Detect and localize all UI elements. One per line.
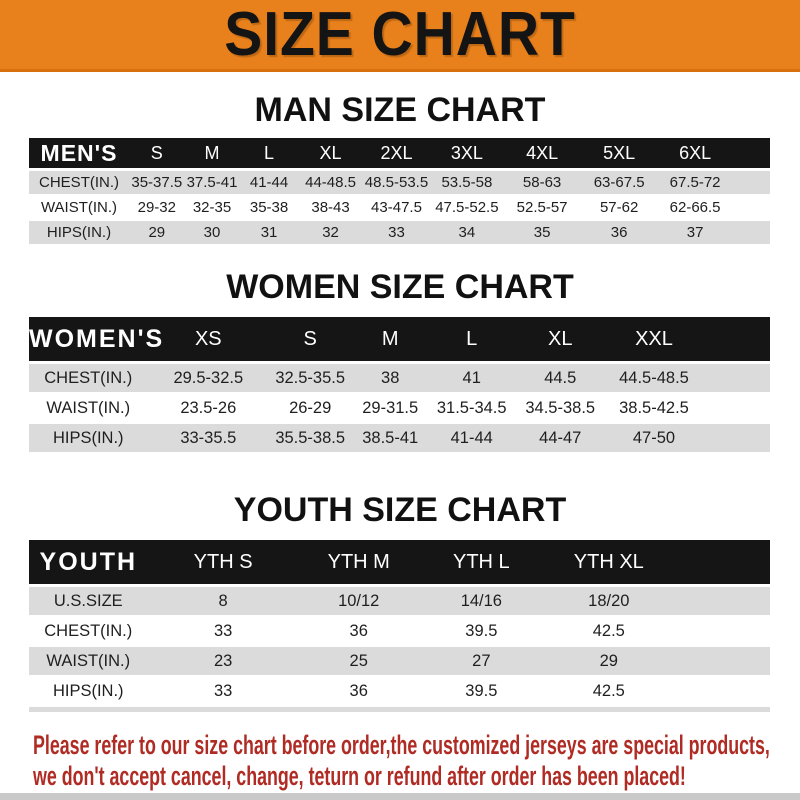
table-row [29, 677, 770, 705]
section-title [0, 72, 800, 138]
size-cell: 33 [388, 224, 405, 241]
size-cell: 44-48.5 [305, 174, 356, 191]
size-cell: 29-31.5 [362, 398, 419, 417]
size-cell: 29.5-32.5 [173, 368, 244, 387]
size-cell: 43-47.5 [371, 199, 422, 216]
size-cell: 67.5-72 [669, 174, 721, 191]
table-row [29, 647, 770, 675]
row-label: HIPS(IN.) [52, 681, 124, 700]
size-cell: 35 [533, 224, 551, 241]
column-header: S [303, 327, 317, 350]
table-row [29, 221, 770, 244]
size-cell: 25 [349, 651, 368, 670]
table-body [29, 584, 770, 705]
table-header-row [29, 317, 770, 361]
column-header: 2XL [380, 142, 413, 163]
size-cell: 29-32 [137, 199, 176, 216]
size-cell: 63-67.5 [593, 174, 645, 191]
row-label: HIPS(IN.) [46, 224, 112, 241]
column-header: M [204, 142, 220, 163]
row-label: HIPS(IN.) [52, 428, 124, 447]
size-cell: 62-66.5 [669, 199, 721, 216]
size-cell: 53.5-58 [441, 174, 493, 191]
size-cell: 27 [472, 651, 491, 670]
table-body [29, 361, 770, 452]
size-cell: 34 [458, 224, 476, 241]
size-cell: 35.5-38.5 [275, 428, 346, 447]
column-header: S [150, 142, 163, 163]
size-cell: 39.5 [465, 621, 498, 640]
size-cell: 29 [148, 224, 166, 241]
column-header: 4XL [526, 142, 559, 163]
size-cell: 44.5 [544, 368, 577, 387]
size-cell: 18/20 [588, 591, 630, 610]
size-cell: 31.5-34.5 [436, 398, 507, 417]
table-row [29, 196, 770, 219]
row-label: U.S.SIZE [53, 591, 123, 610]
column-header: M [381, 327, 399, 350]
size-cell: 32.5-35.5 [275, 368, 346, 387]
section-title-text: MAN SIZE CHART [254, 91, 546, 129]
size-table [29, 138, 770, 244]
size-cell: 42.5 [592, 621, 625, 640]
size-cell: 42.5 [592, 681, 625, 700]
size-cell: 33 [213, 621, 233, 640]
disclaimer [33, 730, 800, 792]
table-row [29, 587, 770, 615]
column-header: YTH L [453, 550, 510, 573]
table-row [29, 424, 770, 452]
column-header: YTH M [327, 550, 390, 573]
row-label: WAIST(IN.) [40, 199, 118, 216]
size-cell: 29 [599, 651, 618, 670]
disclaimer-line: we don't accept cancel, change, teturn or refund after order has been placed! [33, 761, 686, 791]
size-cell: 33 [213, 681, 233, 700]
size-cell: 47-50 [632, 428, 676, 447]
size-cell: 37.5-41 [186, 174, 238, 191]
size-table [29, 540, 770, 712]
table-bottom-strip [29, 707, 770, 712]
size-cell: 47.5-52.5 [435, 199, 499, 216]
size-cell: 26-29 [289, 398, 332, 417]
column-header: XS [194, 327, 222, 350]
section-title [0, 452, 800, 540]
size-chart-section [0, 72, 800, 244]
size-cell: 23 [213, 651, 233, 670]
size-chart-sections [0, 72, 800, 712]
row-label: WAIST(IN.) [46, 651, 131, 670]
page-title: SIZE CHART [224, 0, 576, 69]
size-cell: 32 [322, 224, 339, 241]
size-cell: 23.5-26 [180, 398, 237, 417]
banner [0, 0, 800, 72]
size-cell: 41 [462, 368, 481, 387]
size-cell: 38.5-42.5 [619, 398, 689, 417]
size-cell: 57-62 [599, 199, 639, 216]
table-row [29, 364, 770, 392]
column-header: 3XL [450, 142, 483, 163]
size-cell: 30 [203, 224, 221, 241]
size-cell: 14/16 [460, 591, 502, 610]
size-cell: 8 [218, 591, 228, 610]
size-cell: 35-38 [249, 199, 289, 216]
size-cell: 44-47 [539, 428, 582, 447]
size-chart-section [0, 452, 800, 712]
size-cell: 37 [686, 224, 704, 241]
size-cell: 36 [610, 224, 628, 241]
size-cell: 44.5-48.5 [619, 368, 689, 387]
table-header-label: MEN'S [40, 139, 118, 166]
row-label: CHEST(IN.) [39, 174, 120, 191]
size-cell: 58-63 [522, 174, 562, 191]
size-table [29, 317, 770, 452]
size-cell: 35-37.5 [131, 174, 183, 191]
table-header-label: YOUTH [39, 547, 138, 576]
disclaimer-line: Please refer to our size chart before order,the customized jerseys are special products, [33, 730, 770, 760]
table-row [29, 617, 770, 645]
column-header: YTH XL [573, 550, 644, 573]
section-title-text: WOMEN SIZE CHART [226, 268, 574, 306]
section-title [0, 244, 800, 317]
size-cell: 36 [349, 621, 368, 640]
size-cell: 32-35 [192, 199, 232, 216]
column-header: 6XL [679, 142, 712, 163]
column-header: 5XL [603, 142, 636, 163]
size-cell: 10/12 [338, 591, 380, 610]
column-header: YTH S [193, 550, 253, 573]
table-header-row [29, 540, 770, 584]
size-cell: 34.5-38.5 [525, 398, 596, 417]
column-header: L [466, 327, 478, 350]
size-cell: 41-44 [450, 428, 493, 447]
row-label: CHEST(IN.) [44, 621, 133, 640]
table-header-label: WOMEN'S [29, 324, 165, 353]
size-cell: 52.5-57 [516, 199, 568, 216]
size-chart-section [0, 244, 800, 452]
row-label: WAIST(IN.) [46, 398, 131, 417]
size-cell: 48.5-53.5 [364, 174, 429, 191]
size-cell: 31 [260, 224, 278, 241]
column-header: L [264, 142, 275, 163]
size-cell: 41-44 [249, 174, 289, 191]
table-body [29, 168, 770, 244]
table-row [29, 394, 770, 422]
page-bottom-strip [0, 793, 800, 800]
column-header: XXL [635, 327, 673, 350]
table-header-row [29, 138, 770, 168]
section-title-text: YOUTH SIZE CHART [233, 491, 567, 529]
table-row [29, 171, 770, 194]
column-header: XL [319, 142, 342, 163]
size-cell: 33-35.5 [180, 428, 237, 447]
row-label: CHEST(IN.) [44, 368, 133, 387]
size-cell: 38.5-41 [362, 428, 419, 447]
size-cell: 38 [381, 368, 400, 387]
size-cell: 38-43 [311, 199, 350, 216]
size-cell: 36 [349, 681, 368, 700]
column-header: XL [548, 327, 573, 350]
size-cell: 39.5 [465, 681, 498, 700]
